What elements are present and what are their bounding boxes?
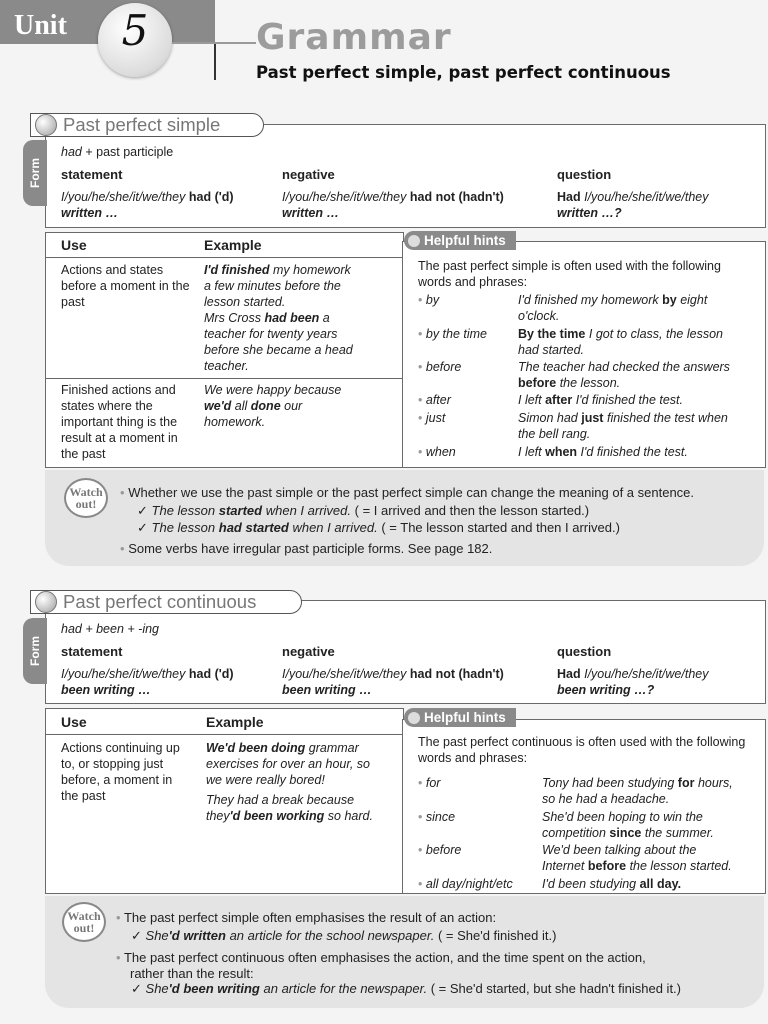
s2-statement-form: I/you/he/she/it/we/they had ('d) been writing … xyxy=(61,667,234,697)
s1-example-1: I'd finished my homework a few minutes before the lesson started. Mrs Cross had been a teacher for twenty years before she became a head teacher. xyxy=(204,263,353,373)
page-title: Grammar xyxy=(256,17,452,58)
form-tab-label: Form xyxy=(28,158,42,188)
s1-hint-row: • just Simon had just finished the test when the bell rang. xyxy=(418,411,728,441)
s1-example-2: We were happy because we'd all done our homework. xyxy=(204,383,342,429)
pill-bullet-icon xyxy=(35,114,57,136)
formula-had: had xyxy=(61,145,82,159)
use-header: Use xyxy=(61,714,87,730)
s2-hints-intro: The past perfect continuous is often used with the following words and phrases: xyxy=(418,735,746,765)
s2-use-1: Actions continuing up to, or stopping just before, a moment in the past xyxy=(61,741,180,803)
form-tab-label: Form xyxy=(28,636,42,666)
s1-table-row-rule xyxy=(45,378,403,379)
s2-question-form: Had I/you/he/she/it/we/they been writing …? xyxy=(557,667,709,697)
hints-bullet-icon xyxy=(408,712,420,724)
s1-hint-row: • by I'd finished my homework by eight o'clock. xyxy=(418,293,708,323)
s1-hint-row: • before The teacher had checked the answers before the lesson. xyxy=(418,360,730,390)
s1-hint-row: • after I left after I'd finished the test. xyxy=(418,393,683,407)
s2-hint-row: • all day/night/etc I'd been studying all day. xyxy=(418,877,682,891)
use-header: Use xyxy=(61,237,87,253)
s1-use-1: Actions and states before a moment in the past xyxy=(61,263,190,309)
col-statement: statement xyxy=(61,644,123,659)
s1-table-header-rule xyxy=(45,257,403,258)
pill-bullet-icon xyxy=(35,591,57,613)
s1-watch-check-1: ✓ The lesson started when I arrived. ( = I arrived and then the lesson started.) xyxy=(137,503,590,518)
col-question: question xyxy=(557,167,612,182)
section2-heading: Past perfect continuous xyxy=(63,591,257,612)
s1-question-form: Had I/you/he/she/it/we/they written …? xyxy=(557,190,709,220)
example-header: Example xyxy=(206,714,264,730)
s1-watch-bullet-1: • Whether we use the past simple or the past perfect simple can change the meaning of a sentence. xyxy=(120,485,695,500)
s1-use-2: Finished actions and states where the important thing is the result at a moment in the past xyxy=(61,383,178,461)
watch-out-badge: Watch out! xyxy=(64,478,108,518)
s1-hint-row: • by the time By the time I got to class, the lesson had started. xyxy=(418,327,723,357)
s2-watch-check-2: ✓ She'd been writing an article for the newspaper. ( = She'd started, but she hadn't finished it.) xyxy=(131,981,681,996)
section2-form-tab xyxy=(23,618,47,684)
section1-pill xyxy=(30,113,264,137)
section2-formula: had + been + -ing xyxy=(61,622,159,636)
col-negative: negative xyxy=(282,644,335,659)
s1-negative-form: I/you/he/she/it/we/they had not (hadn't) written … xyxy=(282,190,504,220)
s2-watch-check-1: ✓ She'd written an article for the school newspaper. ( = She'd finished it.) xyxy=(131,928,557,943)
col-negative: negative xyxy=(282,167,335,182)
s1-statement-form: I/you/he/she/it/we/they had ('d) written … xyxy=(61,190,234,220)
s1-hint-row: • when I left when I'd finished the test. xyxy=(418,445,688,459)
section1-hints-tag: Helpful hints xyxy=(404,231,516,250)
s2-hint-row: • since She'd been hoping to win the competition since the summer. xyxy=(418,810,714,840)
s2-watch-bullet-1: • The past perfect simple often emphasises the result of an action: xyxy=(116,910,497,925)
page-subtitle: Past perfect simple, past perfect continuous xyxy=(256,63,671,82)
s2-example-1: We'd been doing grammar exercises for over an hour, so we were really bored! xyxy=(206,741,370,787)
s1-watch-check-2: ✓ The lesson had started when I arrived. ( = The lesson started and then I arrived.) xyxy=(137,520,620,535)
section1-form-tab xyxy=(23,140,47,206)
col-question: question xyxy=(557,644,612,659)
col-statement: statement xyxy=(61,167,123,182)
s2-hint-row: • for Tony had been studying for hours, so he had a headache. xyxy=(418,776,733,806)
s1-hints-intro: The past perfect simple is often used with the following words and phrases: xyxy=(418,259,721,289)
s2-watch-bullet-2: • The past perfect continuous often emphasises the action, and the time spent on the action, rather than the result: xyxy=(116,950,646,981)
unit-number: 5 xyxy=(121,6,149,55)
s2-negative-form: I/you/he/she/it/we/they had not (hadn't) been writing … xyxy=(282,667,504,697)
section1-heading: Past perfect simple xyxy=(63,114,221,135)
watch-out-badge: Watch out! xyxy=(62,902,106,942)
formula-rest: + past participle xyxy=(85,145,174,159)
s1-watch-bullet-2: • Some verbs have irregular past participle forms. See page 182. xyxy=(120,541,493,556)
unit-label: Unit xyxy=(14,10,67,41)
s2-example-2: They had a break because they'd been working so hard. xyxy=(206,793,373,823)
section1-formula xyxy=(61,144,173,160)
section2-pill xyxy=(30,590,302,614)
hints-bullet-icon xyxy=(408,235,420,247)
s2-hint-row: • before We'd been talking about the Internet before the lesson started. xyxy=(418,843,732,873)
s2-table-header-rule xyxy=(45,734,403,735)
section2-hints-tag: Helpful hints xyxy=(404,708,516,727)
header-divider xyxy=(214,44,216,80)
example-header: Example xyxy=(204,237,262,253)
